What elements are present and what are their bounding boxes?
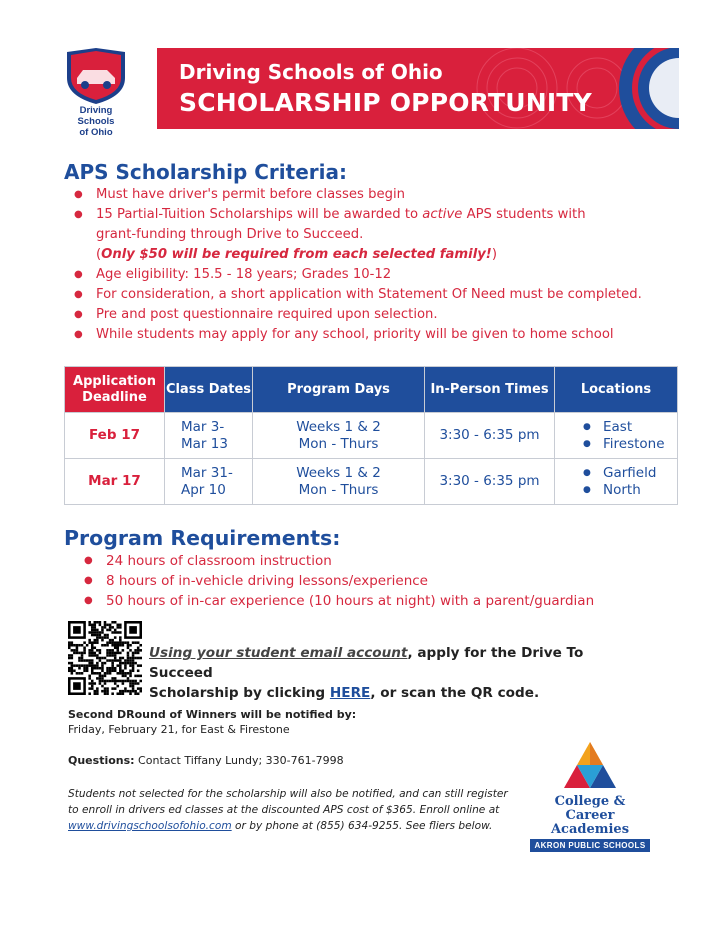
notice-heading: Second DRound of Winners will be notified by: [68,708,357,721]
logo-text-line1: Driving Schools [77,105,115,127]
college-career-academies-logo: College & Career Academies AKRON PUBLIC SCHOOLS [530,742,650,852]
program-days-cell: Weeks 1 & 2 Mon - Thurs [253,459,425,505]
criteria-item: ● 15 Partial-Tuition Scholarships will be awarded to active APS students with grant-funding through Drive to Succeed. (Only $50 will be required from each selected family!) [74,205,664,265]
apply-here-link[interactable]: HERE [329,685,371,701]
footer-note: Students not selected for the scholarship will also be notified, and can still register to enroll in drivers ed classes at the discounted APS cost of $365. Enroll online at www.drivingschoolsofohio.com or by phone at (855) 634-9255. See fliers below. [68,788,508,832]
criteria-item: ● Must have driver's permit before classes begin [74,185,664,205]
class-dates-cell: Mar 31- Apr 10 [165,459,253,505]
requirements-heading: Program Requirements: [64,526,341,550]
criteria-heading: APS Scholarship Criteria: [64,160,347,184]
requirement-item: ● 8 hours of in-vehicle driving lessons/experience [84,571,594,591]
deadline-cell: Mar 17 [65,459,165,505]
criteria-item: ● Pre and post questionnaire required upon selection. [74,305,664,325]
criteria-list [74,185,664,345]
times-cell: 3:30 - 6:35 pm [425,413,555,459]
header-class-dates: Class Dates [165,367,253,413]
schedule-table [64,366,678,505]
table-row [65,459,678,505]
apply-instructions: Using your student email account, apply for the Drive To Succeed Scholarship by clicking HERE, or scan the QR code. [149,645,584,701]
header-application-deadline: Application Deadline [65,367,165,413]
notice-detail: Friday, February 21, for East & Firestone [68,723,290,736]
questions-contact: Questions: Contact Tiffany Lundy; 330-761-7998 [68,754,344,767]
driving-schools-logo [60,48,132,138]
criteria-item: ● For consideration, a short application with Statement Of Need must be completed. [74,285,664,305]
triangle-logo-icon [564,742,616,788]
website-link[interactable]: www.drivingschoolsofohio.com [68,820,232,832]
criteria-item: ● Age eligibility: 15.5 - 18 years; Grades 10-12 [74,265,664,285]
logo-text-line2: of Ohio [79,127,113,138]
deadline-cell: Feb 17 [65,413,165,459]
qr-code-icon[interactable] [68,621,142,695]
table-row [65,413,678,459]
banner-subtitle: SCHOLARSHIP OPPORTUNITY [179,88,592,117]
student-email-emphasis: Using your student email account [149,645,408,661]
criteria-item: ● While students may apply for any school, priority will be given to home school [74,325,664,345]
banner-title: Driving Schools of Ohio [179,60,443,84]
header-locations: Locations [555,367,678,413]
shield-logo-icon [63,48,129,104]
locations-cell: ● Garfield ● North [555,459,678,505]
table-header-row [65,367,678,413]
winners-notice [68,707,356,737]
requirement-item: ● 24 hours of classroom instruction [84,551,594,571]
locations-cell: ● East ● Firestone [555,413,678,459]
times-cell: 3:30 - 6:35 pm [425,459,555,505]
requirement-item: ● 50 hours of in-car experience (10 hours at night) with a parent/guardian [84,591,594,611]
requirements-list [84,551,594,611]
header-program-days: Program Days [253,367,425,413]
header-banner [157,48,679,129]
header-in-person-times: In-Person Times [425,367,555,413]
program-days-cell: Weeks 1 & 2 Mon - Thurs [253,413,425,459]
class-dates-cell: Mar 3- Mar 13 [165,413,253,459]
